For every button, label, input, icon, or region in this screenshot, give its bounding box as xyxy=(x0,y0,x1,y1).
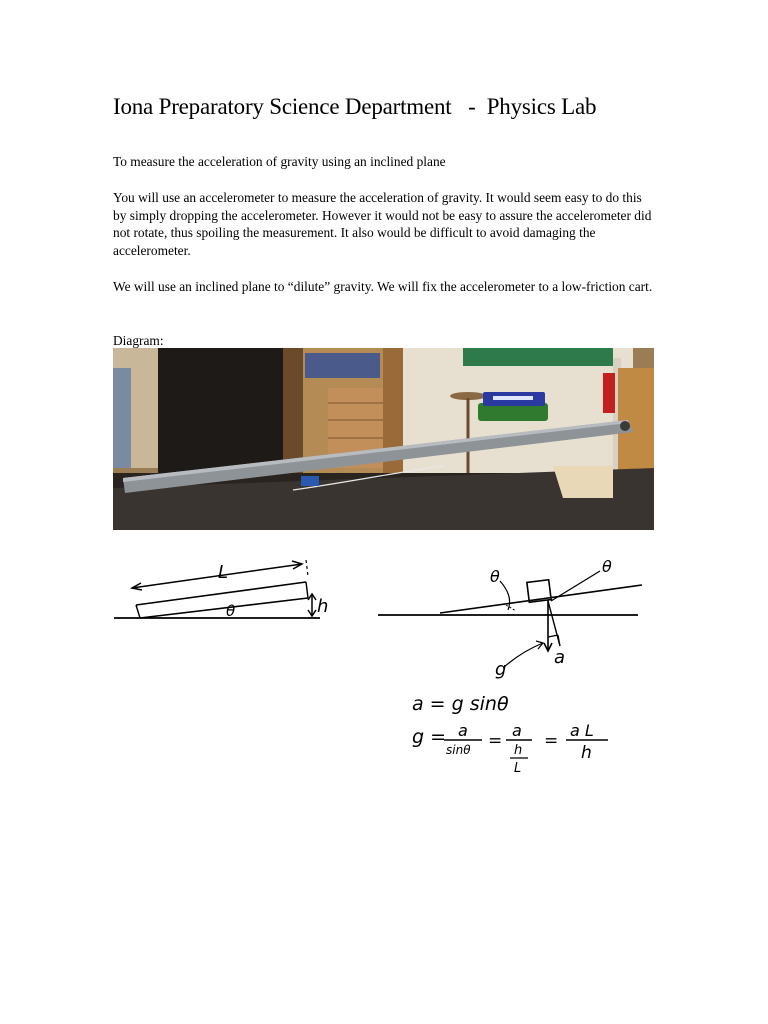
fraction3-numerator: a L xyxy=(570,721,594,740)
angle-label: θ xyxy=(226,602,236,620)
diagram-label: Diagram: xyxy=(113,333,164,348)
page-title: Iona Preparatory Science Department - Physics Lab xyxy=(113,94,597,119)
lab-aim: To measure the acceleration of gravity using an inclined plane xyxy=(113,154,446,169)
height-label: h xyxy=(317,596,329,617)
angle-label-right: θ xyxy=(602,557,612,576)
fraction2-inner-numerator: h xyxy=(514,743,523,758)
method-paragraph: We will use an inclined plane to “dilute” gravity. We will fix the accelerometer to a low-friction cart. xyxy=(113,279,653,294)
intro-paragraph: You will use an accelerometer to measure the acceleration of gravity. It would seem easy to do this by simply dropping the accelerometer. However it would not be easy to assure the accelerometer did not rotate, thus spoiling the measurement. It also would be difficult to avoid damaging the accelerometer. xyxy=(113,190,652,258)
fraction3-denominator: h xyxy=(581,743,592,763)
lab-setup-photo xyxy=(113,348,654,530)
equation-a-equals-g-sin-theta: a = g sinθ xyxy=(412,693,509,715)
fraction2-inner-denominator: L xyxy=(514,761,522,776)
fraction1-numerator: a xyxy=(458,721,468,740)
length-label: L xyxy=(218,562,229,583)
force-vector-sketch xyxy=(378,555,648,685)
fraction1-denominator: sinθ xyxy=(446,743,471,757)
equals-sign-2: = xyxy=(544,731,559,751)
equation-g-lhs: g = xyxy=(412,726,447,748)
equals-sign-1: = xyxy=(488,731,503,751)
angle-label-left: θ xyxy=(490,567,500,586)
gravity-label: g xyxy=(495,659,507,680)
inclined-plane-sketch xyxy=(112,552,332,627)
acceleration-label: a xyxy=(554,647,566,668)
fraction2-numerator: a xyxy=(512,721,522,740)
handwritten-equations xyxy=(408,688,628,780)
